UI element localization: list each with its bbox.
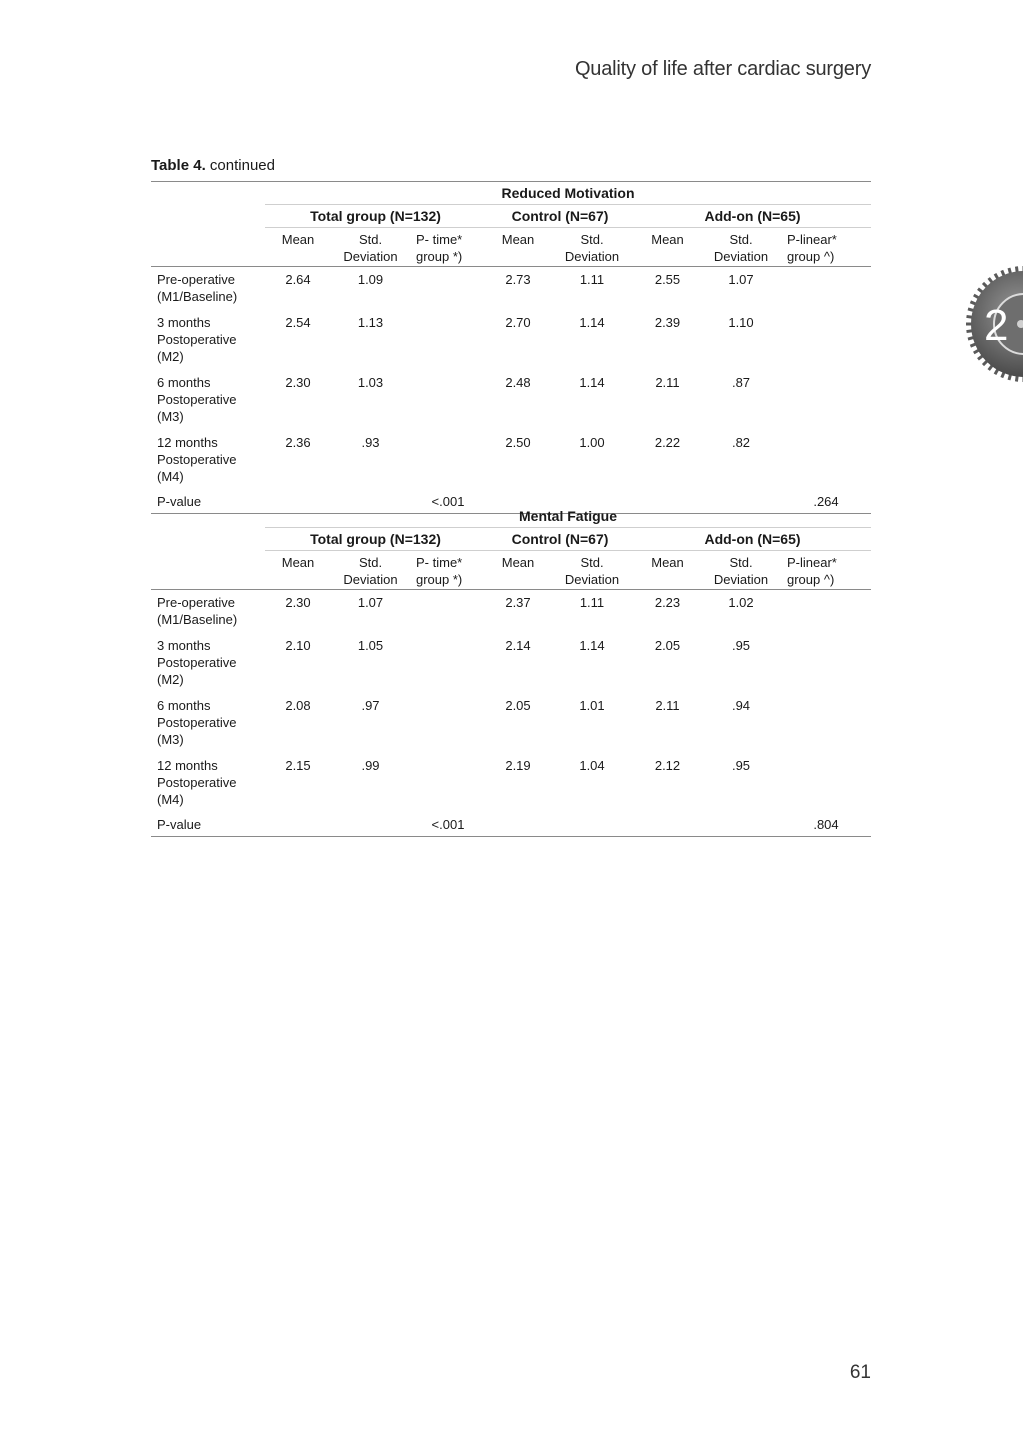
row-label: Postoperative xyxy=(157,715,237,730)
row-label: Postoperative xyxy=(157,655,237,670)
col-mean: Mean xyxy=(501,555,535,570)
row-label: Postoperative xyxy=(157,452,237,467)
table-caption-label: Table 4. xyxy=(151,157,206,174)
col-mean: Mean xyxy=(281,555,315,570)
row-label: (M2) xyxy=(157,672,184,687)
cell: .94 xyxy=(731,698,751,713)
cell: 2.14 xyxy=(505,638,531,653)
section-title: Reduced Motivation xyxy=(265,182,871,205)
section-title: Mental Fatigue xyxy=(265,505,871,528)
cell: 1.11 xyxy=(579,595,605,610)
col-mean: Mean xyxy=(651,555,684,570)
col-std-1: Std. xyxy=(729,232,753,247)
table-row xyxy=(151,430,871,490)
cell: 2.37 xyxy=(505,595,531,610)
group-header-control: Control (N=67) xyxy=(486,205,634,228)
cell: 1.04 xyxy=(579,758,605,773)
row-label: (M1/Baseline) xyxy=(157,612,238,627)
cell: 2.64 xyxy=(285,272,311,287)
cell: 2.11 xyxy=(655,375,680,390)
pvalue-label: P-value xyxy=(151,813,265,837)
col-plinear-1: P-linear* xyxy=(787,555,837,570)
cell: 2.19 xyxy=(505,758,531,773)
cell: 2.36 xyxy=(285,435,311,450)
cell: 2.15 xyxy=(285,758,311,773)
cell: .93 xyxy=(361,435,380,450)
row-label: 3 months xyxy=(157,315,211,330)
row-label: 12 months xyxy=(157,435,218,450)
cell: 1.01 xyxy=(579,698,605,713)
cell: 1.13 xyxy=(357,315,384,330)
cell: 2.12 xyxy=(654,758,681,773)
group-header-total: Total group (N=132) xyxy=(265,205,486,228)
col-ptime-1: P- time* xyxy=(416,232,463,247)
col-std-2: Deviation xyxy=(564,572,620,587)
table-row xyxy=(151,310,871,370)
cell: 1.14 xyxy=(579,375,605,390)
cell: 1.03 xyxy=(357,375,384,390)
group-header-control: Control (N=67) xyxy=(486,528,634,551)
row-label: (M3) xyxy=(157,409,184,424)
cell: 2.54 xyxy=(285,315,311,330)
table-row xyxy=(151,753,871,813)
cell: 1.14 xyxy=(579,315,605,330)
row-label: (M2) xyxy=(157,349,184,364)
cell: .82 xyxy=(731,435,751,450)
col-ptime-1: P- time* xyxy=(416,555,463,570)
p-linear-value: .264 xyxy=(781,490,871,514)
col-plinear-1: P-linear* xyxy=(787,232,837,247)
table-section-mental-fatigue xyxy=(151,505,871,837)
cell: 2.73 xyxy=(505,272,531,287)
running-header: Quality of life after cardiac surgery xyxy=(574,58,871,80)
cell: 2.70 xyxy=(505,315,531,330)
cell: 1.07 xyxy=(357,595,384,610)
row-label: 6 months xyxy=(157,375,211,390)
group-header-addon: Add-on (N=65) xyxy=(634,205,871,228)
table-caption xyxy=(151,157,275,174)
table-section-reduced-motivation xyxy=(151,181,871,514)
col-plinear-2: group ^) xyxy=(787,249,835,264)
cell: 2.10 xyxy=(285,638,311,653)
p-time-value: <.001 xyxy=(410,813,486,837)
cell: 1.00 xyxy=(579,435,605,450)
row-label: (M4) xyxy=(157,792,184,807)
cell: 2.23 xyxy=(654,595,681,610)
row-label: (M1/Baseline) xyxy=(157,289,238,304)
pvalue-row xyxy=(151,813,871,837)
cell: 2.30 xyxy=(285,595,311,610)
cell: 1.11 xyxy=(579,272,605,287)
row-label: Postoperative xyxy=(157,392,237,407)
cell: 1.05 xyxy=(357,638,384,653)
cell: 1.09 xyxy=(357,272,384,287)
col-mean: Mean xyxy=(501,232,535,247)
table-row xyxy=(151,370,871,430)
table-row xyxy=(151,633,871,693)
p-linear-value: .804 xyxy=(781,813,871,837)
cell: 2.05 xyxy=(505,698,531,713)
cell: .87 xyxy=(731,375,751,390)
cell: 2.11 xyxy=(655,698,680,713)
col-ptime-2: group *) xyxy=(416,249,463,264)
row-label: Pre-operative xyxy=(157,595,236,610)
col-std-1: Std. xyxy=(729,555,753,570)
cell: 1.10 xyxy=(728,315,754,330)
col-std-2: Deviation xyxy=(713,572,769,587)
p-time-value: <.001 xyxy=(410,490,486,514)
pvalue-label: P-value xyxy=(151,490,265,514)
table-caption-text: continued xyxy=(205,157,275,174)
cell: 2.50 xyxy=(505,435,531,450)
row-label: Postoperative xyxy=(157,332,237,347)
col-std-1: Std. xyxy=(358,555,383,570)
cell: .99 xyxy=(361,758,380,773)
col-std-2: Deviation xyxy=(564,249,620,264)
cell: 2.08 xyxy=(285,698,311,713)
cell: 1.07 xyxy=(728,272,754,287)
cell: .95 xyxy=(731,758,751,773)
cell: 2.55 xyxy=(654,272,681,287)
table-row xyxy=(151,590,871,634)
row-label: 3 months xyxy=(157,638,211,653)
chapter-number: 2 xyxy=(984,301,1009,350)
col-plinear-2: group ^) xyxy=(787,572,835,587)
table-row xyxy=(151,693,871,753)
table-row xyxy=(151,267,871,311)
chapter-gear-icon xyxy=(962,266,1023,382)
col-std-1: Std. xyxy=(358,232,383,247)
col-std-2: Deviation xyxy=(343,572,398,587)
cell: 1.02 xyxy=(728,595,754,610)
col-mean: Mean xyxy=(651,232,684,247)
col-mean: Mean xyxy=(281,232,315,247)
cell: 2.30 xyxy=(285,375,311,390)
col-std-2: Deviation xyxy=(713,249,769,264)
group-header-addon: Add-on (N=65) xyxy=(634,528,871,551)
cell: 1.14 xyxy=(579,638,605,653)
row-label: Postoperative xyxy=(157,775,237,790)
col-ptime-2: group *) xyxy=(416,572,463,587)
col-std-2: Deviation xyxy=(343,249,398,264)
col-std-1: Std. xyxy=(580,232,604,247)
cell: .95 xyxy=(731,638,751,653)
page-number: 61 xyxy=(849,1362,871,1383)
group-header-total: Total group (N=132) xyxy=(265,528,486,551)
row-label: (M4) xyxy=(157,469,184,484)
cell: 2.39 xyxy=(654,315,681,330)
cell: 2.48 xyxy=(505,375,531,390)
cell: 2.05 xyxy=(654,638,681,653)
row-label: (M3) xyxy=(157,732,184,747)
row-label: 12 months xyxy=(157,758,218,773)
cell: .97 xyxy=(361,698,380,713)
row-label: 6 months xyxy=(157,698,211,713)
col-std-1: Std. xyxy=(580,555,604,570)
row-label: Pre-operative xyxy=(157,272,236,287)
cell: 2.22 xyxy=(654,435,681,450)
